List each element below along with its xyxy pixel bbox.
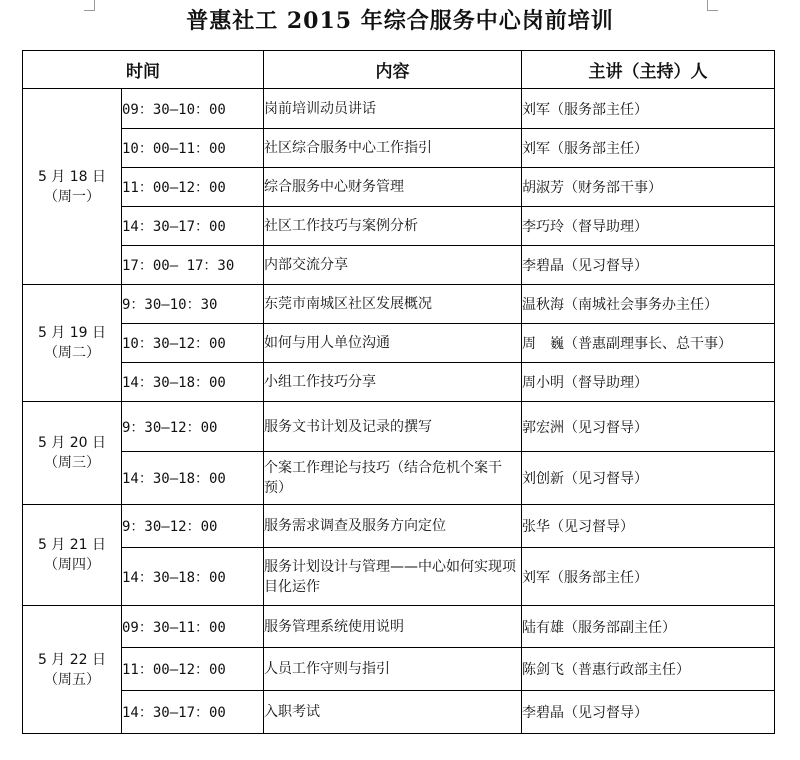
content-cell: 人员工作守则与指引 xyxy=(264,648,522,691)
time-cell: 10：00—11：00 xyxy=(122,129,264,168)
speaker-cell: 胡淑芳（财务部干事） xyxy=(522,168,775,207)
content-cell: 东莞市南城区社区发展概况 xyxy=(264,285,522,324)
content-cell: 服务计划设计与管理——中心如何实现项目化运作 xyxy=(264,548,522,606)
header-time: 时间 xyxy=(23,51,264,89)
speaker-cell: 周 巍（普惠副理事长、总干事） xyxy=(522,324,775,363)
content-cell: 综合服务中心财务管理 xyxy=(264,168,522,207)
speaker-cell: 李碧晶（见习督导） xyxy=(522,691,775,734)
time-cell: 10：30—12：00 xyxy=(122,324,264,363)
time-cell: 9：30—10：30 xyxy=(122,285,264,324)
time-cell: 09：30—10：00 xyxy=(122,89,264,129)
table-row xyxy=(23,129,775,168)
date-cell xyxy=(23,505,122,606)
table-row xyxy=(23,505,775,548)
table-row xyxy=(23,691,775,734)
table-row xyxy=(23,246,775,285)
time-cell: 14：30—17：00 xyxy=(122,691,264,734)
header-speaker: 主讲（主持）人 xyxy=(522,51,775,89)
content-cell: 服务需求调查及服务方向定位 xyxy=(264,505,522,548)
content-cell: 小组工作技巧分享 xyxy=(264,363,522,402)
document-title: 普惠社工 2015 年综合服务中心岗前培训 xyxy=(186,8,614,34)
table-header-row xyxy=(23,51,775,89)
date-cell xyxy=(23,89,122,285)
time-cell: 14：30—18：00 xyxy=(122,548,264,606)
date-label: 5 月 22 日 xyxy=(37,651,107,668)
table-row xyxy=(23,402,775,452)
table-row xyxy=(23,548,775,606)
time-cell: 17：00— 17：30 xyxy=(122,246,264,285)
weekday-label: （周三） xyxy=(44,455,100,471)
date-cell xyxy=(23,402,122,505)
content-cell: 入职考试 xyxy=(264,691,522,734)
speaker-cell: 李碧晶（见习督导） xyxy=(522,246,775,285)
speaker-cell: 郭宏洲（见习督导） xyxy=(522,402,775,452)
time-cell: 14：30—17：00 xyxy=(122,207,264,246)
speaker-cell: 陆有雄（服务部副主任） xyxy=(522,606,775,648)
content-cell: 服务管理系统使用说明 xyxy=(264,606,522,648)
time-cell: 14：30—18：00 xyxy=(122,363,264,402)
table-row xyxy=(23,324,775,363)
table-row xyxy=(23,168,775,207)
time-cell: 11：00—12：00 xyxy=(122,648,264,691)
content-cell: 社区综合服务中心工作指引 xyxy=(264,129,522,168)
date-label: 5 月 18 日 xyxy=(37,168,107,185)
content-cell: 如何与用人单位沟通 xyxy=(264,324,522,363)
time-cell: 11：00—12：00 xyxy=(122,168,264,207)
weekday-label: （周五） xyxy=(44,671,100,688)
time-cell: 14：30—18：00 xyxy=(122,452,264,505)
date-label: 5 月 20 日 xyxy=(37,435,107,451)
date-cell xyxy=(23,606,122,734)
content-cell: 个案工作理论与技巧（结合危机个案干预） xyxy=(264,452,522,505)
speaker-cell: 刘创新（见习督导） xyxy=(522,452,775,505)
speaker-cell: 刘军（服务部主任） xyxy=(522,548,775,606)
weekday-label: （周四） xyxy=(44,557,100,573)
speaker-cell: 刘军（服务部主任） xyxy=(522,89,775,129)
weekday-label: （周二） xyxy=(44,345,100,361)
weekday-label: （周一） xyxy=(44,188,100,205)
table-row xyxy=(23,285,775,324)
header-content: 内容 xyxy=(264,51,522,89)
time-cell: 09：30—11：00 xyxy=(122,606,264,648)
speaker-cell: 温秋海（南城社会事务办主任） xyxy=(522,285,775,324)
table-row xyxy=(23,363,775,402)
date-label: 5 月 19 日 xyxy=(37,325,107,341)
content-cell: 内部交流分享 xyxy=(264,246,522,285)
table-row xyxy=(23,606,775,648)
speaker-cell: 张华（见习督导） xyxy=(522,505,775,548)
speaker-cell: 刘军（服务部主任） xyxy=(522,129,775,168)
date-cell xyxy=(23,285,122,402)
speaker-cell: 陈剑飞（普惠行政部主任） xyxy=(522,648,775,691)
speaker-cell: 李巧玲（督导助理） xyxy=(522,207,775,246)
content-cell: 社区工作技巧与案例分析 xyxy=(264,207,522,246)
table-row xyxy=(23,648,775,691)
time-cell: 9：30—12：00 xyxy=(122,505,264,548)
speaker-cell: 周小明（督导助理） xyxy=(522,363,775,402)
table-row xyxy=(23,89,775,129)
date-label: 5 月 21 日 xyxy=(37,537,107,553)
training-schedule-table xyxy=(22,50,775,734)
table-row xyxy=(23,452,775,505)
time-cell: 9：30—12：00 xyxy=(122,402,264,452)
table-row xyxy=(23,207,775,246)
content-cell: 岗前培训动员讲话 xyxy=(264,89,522,129)
content-cell: 服务文书计划及记录的撰写 xyxy=(264,402,522,452)
